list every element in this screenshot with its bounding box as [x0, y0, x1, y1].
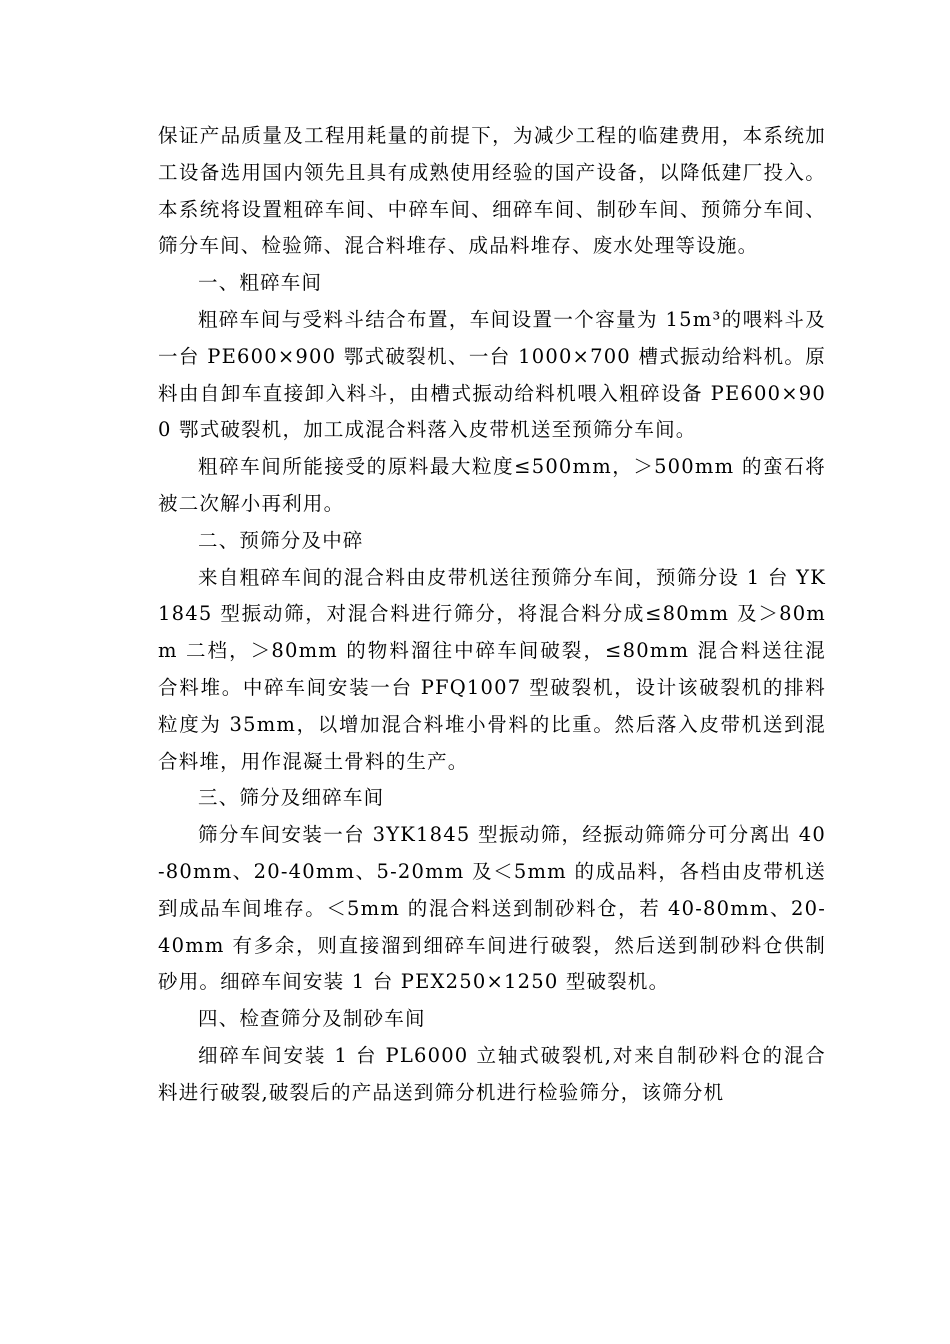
body-paragraph-intro: 保证产品质量及工程用耗量的前提下，为减少工程的临建费用，本系统加工设备选用国内领先且具有成熟使用经验的国产设备，以降低建厂投入。本系统将设置粗碎车间、中碎车间、细碎车间、制砂车间、预筛分车间、筛分车间、检验筛、混合料堆存、成品料堆存、废水处理等设施。	[158, 124, 826, 258]
document-page	[158, 118, 826, 1112]
section-heading-4: 四、检查筛分及制砂车间	[198, 1007, 426, 1031]
body-paragraph-screening: 筛分车间安装一台 3YK1845 型振动筛，经振动筛筛分可分离出 40-80mm、20-40mm、5-20mm 及＜5mm 的成品料，各档由皮带机送到成品车间堆存。＜5mm 的混合料送到制砂料仓，若 40-80mm、20-40mm 有多余，则直接溜到细碎车间进行破裂，然后送到制砂料仓供制砂用。细碎车间安装 1 台 PEX250×1250 型破裂机。	[158, 823, 826, 994]
section-heading-3: 三、筛分及细碎车间	[198, 786, 385, 810]
body-paragraph-prescreening: 来自粗碎车间的混合料由皮带机送往预筛分车间，预筛分设 1 台 YK1845 型振动筛，对混合料进行筛分，将混合料分成≤80mm 及＞80mm 二档，＞80mm 的物料溜往中碎车间破裂，≤80mm 混合料送往混合料堆。中碎车间安装一台 PFQ1007 型破裂机，设计该破裂机的排料粒度为 35mm，以增加混合料堆小骨料的比重。然后落入皮带机送到混合料堆，用作混凝土骨料的生产。	[158, 565, 826, 773]
body-paragraph-coarse-crushing: 粗碎车间与受料斗结合布置，车间设置一个容量为 15m³的喂料斗及一台 PE600×900 鄂式破裂机、一台 1000×700 槽式振动给料机。原料由自卸车直接卸入料斗，由槽式振动给料机喂入粗碎设备 PE600×900 鄂式破裂机，加工成混合料落入皮带机送至预筛分车间。	[158, 307, 826, 442]
section-heading-1: 一、粗碎车间	[198, 271, 323, 295]
body-paragraph-sand-making: 细碎车间安装 1 台 PL6000 立轴式破裂机,对来自制砂料仓的混合料进行破裂,破裂后的产品送到筛分机进行检验筛分，该筛分机	[158, 1043, 826, 1104]
section-heading-2: 二、预筛分及中碎	[198, 528, 364, 552]
body-paragraph-max-size: 粗碎车间所能接受的原料最大粒度≤500mm，＞500mm 的蛮石将被二次解小再利用。	[158, 455, 826, 515]
